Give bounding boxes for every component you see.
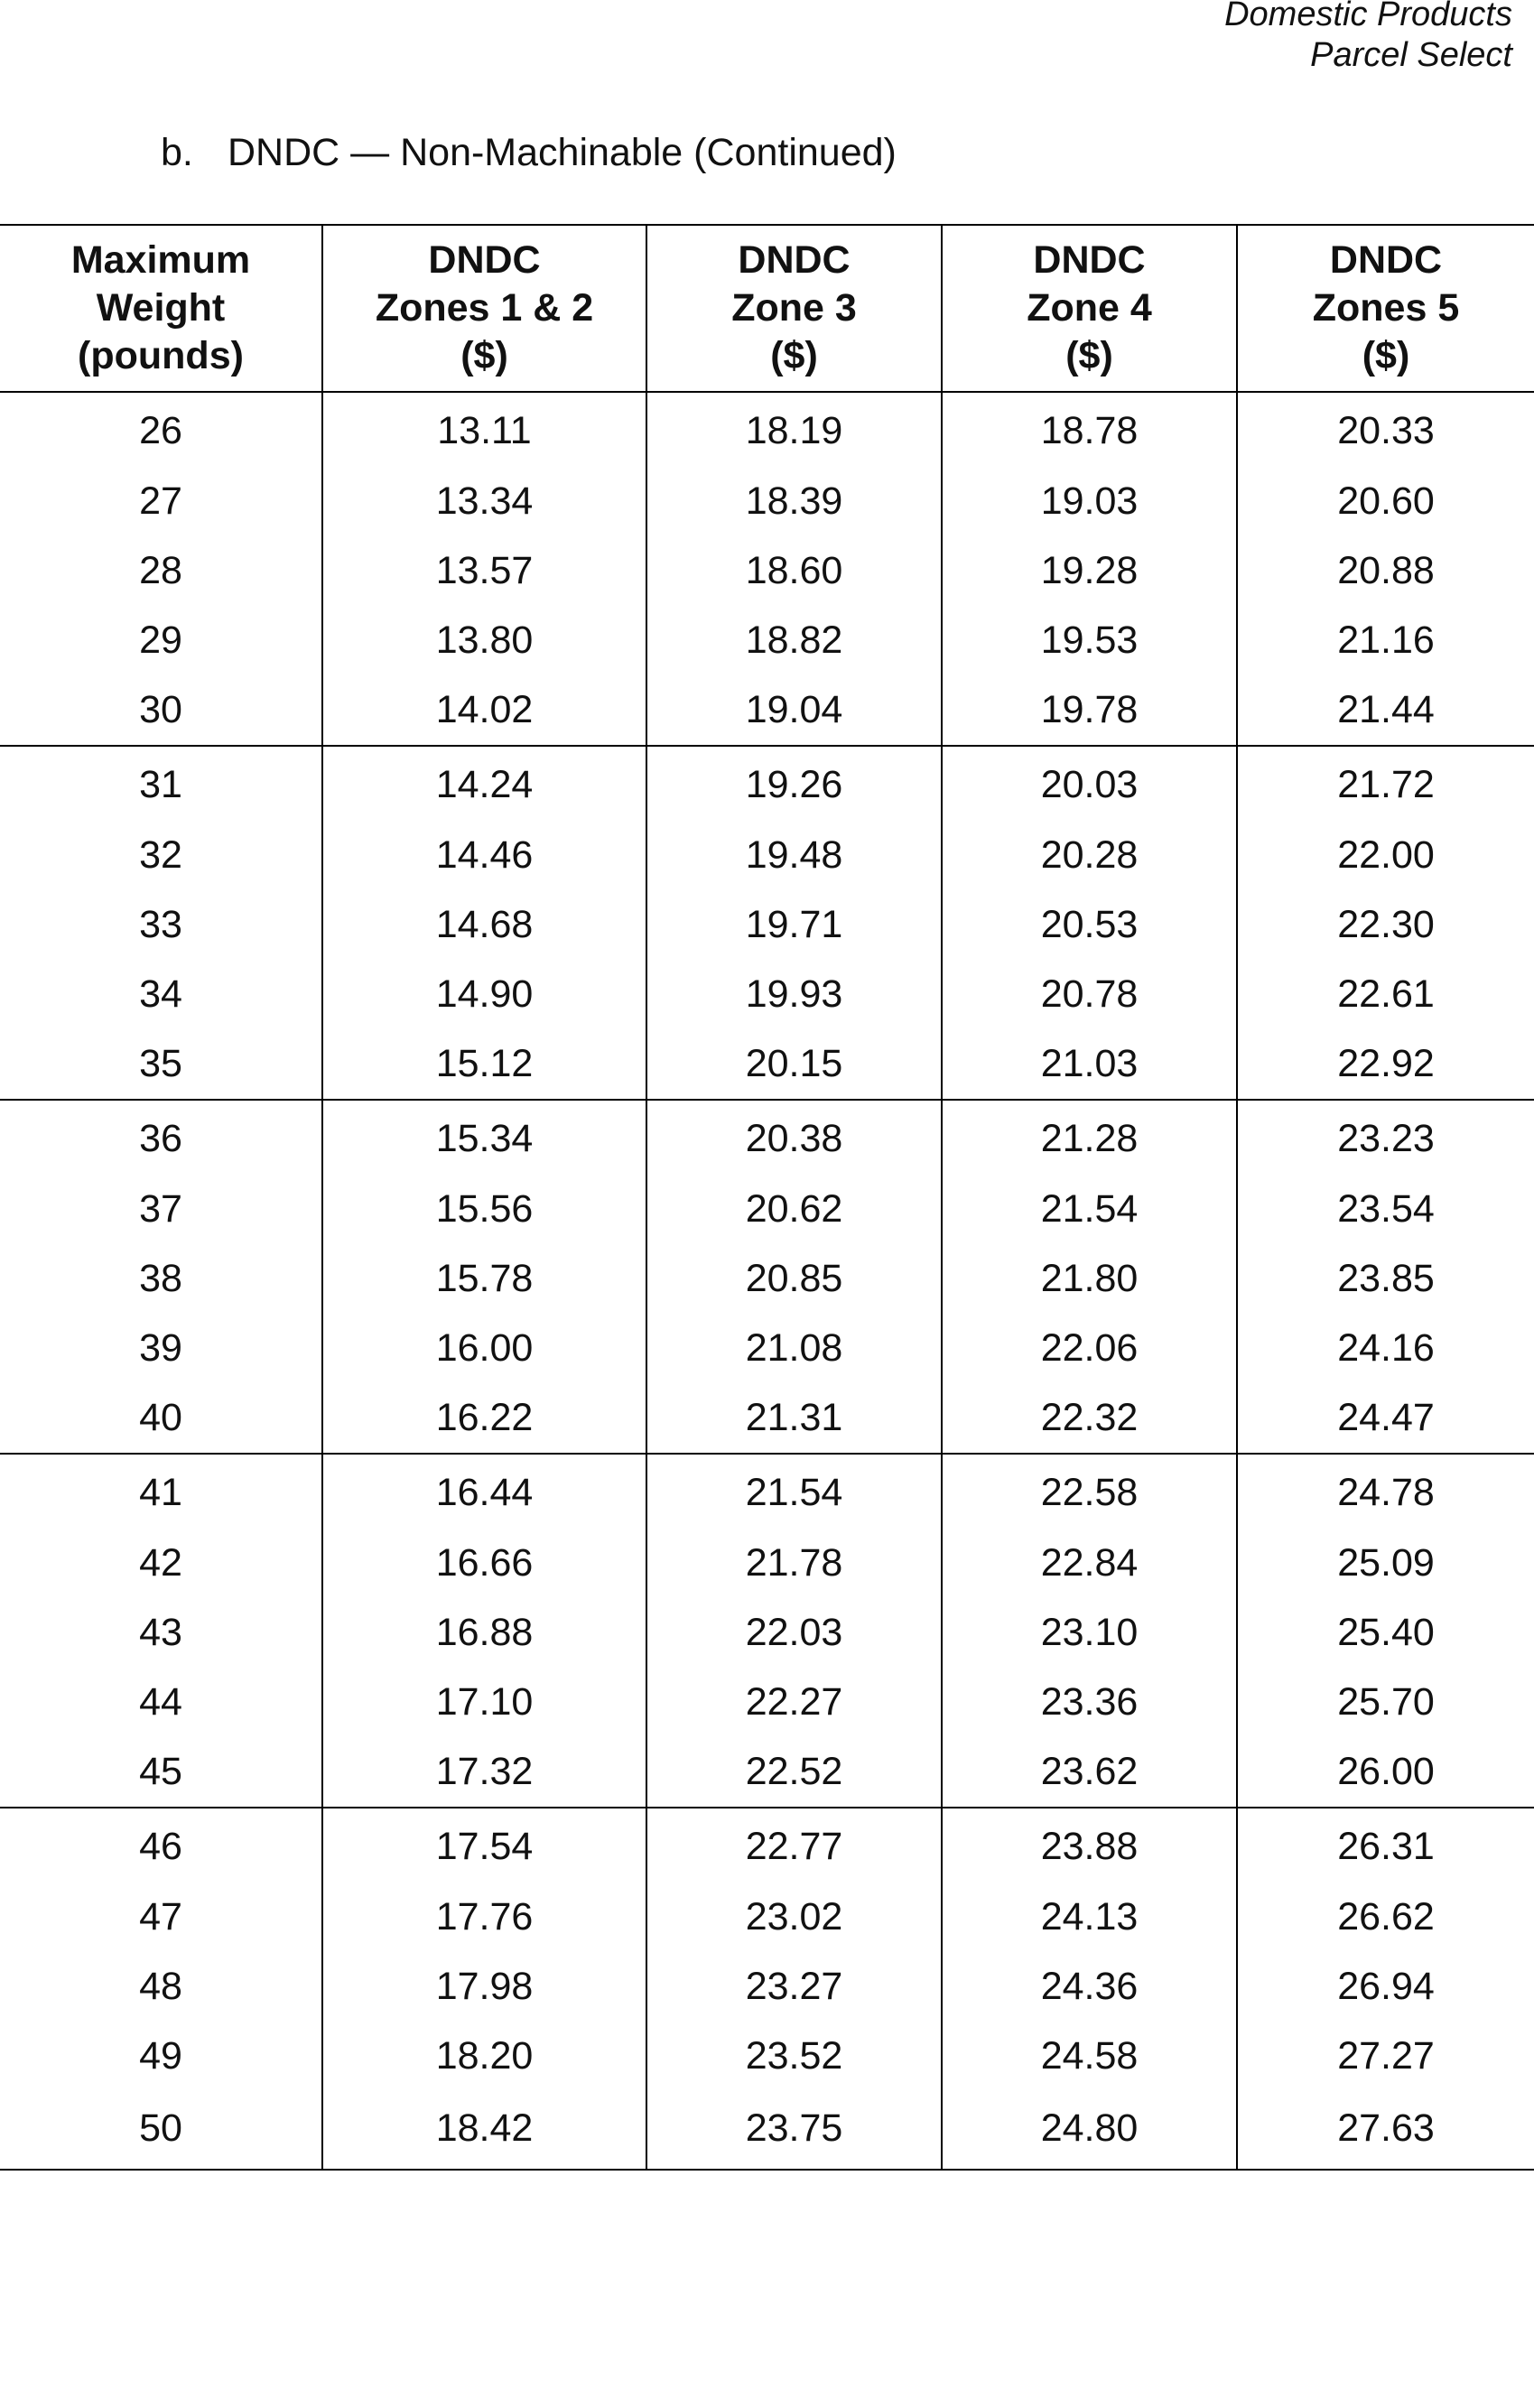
header-line: ($) [460, 334, 508, 377]
header-line: Maximum [70, 238, 251, 282]
zones-5-rate-cell: 20.60 [1237, 467, 1534, 536]
section-title-text: DNDC — Non-Machinable (Continued) [228, 131, 897, 174]
zone-3-rate-cell: 22.77 [646, 1808, 942, 1883]
zone-3-rate-cell: 20.85 [646, 1244, 942, 1314]
zones-1-2-rate-cell: 16.44 [322, 1454, 646, 1529]
header-line: ($) [770, 334, 818, 377]
zones-1-2-rate-cell: 13.80 [322, 606, 646, 675]
table-row [0, 1952, 1534, 2022]
zone-3-rate-cell: 21.78 [646, 1529, 942, 1598]
weight-cell: 39 [139, 1326, 182, 1370]
weight-cell: 26 [139, 408, 182, 452]
zones-5-rate-cell: 21.44 [1237, 675, 1534, 746]
zone-4-rate-cell: 21.54 [942, 1175, 1237, 1244]
weight-group [0, 746, 1534, 1100]
zones-5-rate-cell: 26.94 [1237, 1952, 1534, 2022]
weight-cell: 34 [139, 972, 182, 1016]
zone-4-rate-cell: 23.88 [942, 1808, 1237, 1883]
weight-cell: 37 [139, 1187, 182, 1231]
zones-5-rate-cell: 20.33 [1237, 392, 1534, 467]
zones-1-2-rate-cell: 15.78 [322, 1244, 646, 1314]
running-header-line-1: Domestic Products [1224, 0, 1512, 33]
table-row [0, 821, 1534, 890]
zone-3-rate-cell: 21.31 [646, 1383, 942, 1454]
weight-cell: 33 [139, 903, 182, 946]
weight-cell: 29 [139, 618, 182, 662]
weight-cell: 50 [0, 2091, 322, 2170]
zone-3-rate-cell: 18.82 [646, 606, 942, 675]
zone-4-rate-cell: 22.58 [942, 1454, 1237, 1529]
zone-4-rate-cell: 19.78 [942, 675, 1237, 746]
zones-1-2-rate-cell: 15.56 [322, 1175, 646, 1244]
zones-1-2-rate-cell: 17.10 [322, 1668, 646, 1737]
zones-5-rate-cell: 25.70 [1237, 1668, 1534, 1737]
zones-1-2-rate-cell: 17.54 [322, 1808, 646, 1883]
header-line: Zone 3 [731, 286, 857, 330]
zones-1-2-rate-cell: 13.11 [322, 392, 646, 467]
zone-4-rate-cell: 22.84 [942, 1529, 1237, 1598]
zones-1-2-rate-cell: 14.24 [322, 746, 646, 821]
weight-cell: 41 [0, 1454, 322, 1529]
weight-cell: 46 [0, 1808, 322, 1883]
zone-3-rate-cell: 20.15 [646, 1029, 942, 1100]
table-row [0, 1668, 1534, 1737]
weight-cell: 30 [139, 688, 182, 731]
weight-cell: 38 [139, 1257, 182, 1300]
zones-1-2-rate-cell: 14.46 [322, 821, 646, 890]
weight-cell: 45 [139, 1750, 182, 1793]
header-line: DNDC [1033, 238, 1146, 282]
zones-1-2-rate-cell: 13.34 [322, 467, 646, 536]
weight-cell: 44 [139, 1680, 182, 1724]
running-header-line-2: Parcel Select [1310, 36, 1512, 74]
table-row [0, 392, 1534, 467]
header-zone-4 [942, 225, 1237, 392]
header-line: ($) [1065, 334, 1113, 377]
zone-3-rate-cell: 18.19 [646, 392, 942, 467]
weight-group [0, 1808, 1534, 2170]
zone-3-rate-cell: 23.75 [646, 2091, 942, 2170]
header-zones-5 [1237, 225, 1534, 392]
table-row [0, 467, 1534, 536]
zones-5-rate-cell: 24.78 [1237, 1454, 1534, 1529]
header-line: Zone 4 [1027, 286, 1152, 330]
zone-3-rate-cell: 18.60 [646, 536, 942, 606]
zone-3-rate-cell: 22.03 [646, 1598, 942, 1668]
zones-1-2-rate-cell: 18.42 [322, 2091, 646, 2170]
zone-3-rate-cell: 23.02 [646, 1883, 942, 1952]
table-row [0, 1100, 1534, 1175]
section-title [161, 126, 897, 179]
table-row [0, 746, 1534, 821]
weight-group [0, 1100, 1534, 1454]
zone-3-rate-cell: 20.38 [646, 1100, 942, 1175]
zone-4-rate-cell: 23.10 [942, 1598, 1237, 1668]
zone-3-rate-cell: 23.52 [646, 2022, 942, 2091]
zones-1-2-rate-cell: 14.02 [322, 675, 646, 746]
zones-5-rate-cell: 27.63 [1237, 2091, 1534, 2170]
zones-5-rate-cell: 22.00 [1237, 821, 1534, 890]
zone-3-rate-cell: 22.27 [646, 1668, 942, 1737]
header-zone-3 [646, 225, 942, 392]
zone-4-rate-cell: 24.36 [942, 1952, 1237, 2022]
header-line: DNDC [428, 238, 541, 282]
zone-4-rate-cell: 20.53 [942, 890, 1237, 960]
zones-1-2-rate-cell: 15.12 [322, 1029, 646, 1100]
zone-3-rate-cell: 19.48 [646, 821, 942, 890]
zone-3-rate-cell: 21.08 [646, 1314, 942, 1383]
weight-cell: 35 [139, 1042, 182, 1085]
zones-1-2-rate-cell: 14.68 [322, 890, 646, 960]
zones-5-rate-cell: 25.40 [1237, 1598, 1534, 1668]
table-row [0, 1244, 1534, 1314]
zones-5-rate-cell: 23.85 [1237, 1244, 1534, 1314]
table-row [0, 1737, 1534, 1808]
zones-5-rate-cell: 21.16 [1237, 606, 1534, 675]
zones-1-2-rate-cell: 14.90 [322, 960, 646, 1029]
zone-4-rate-cell: 20.28 [942, 821, 1237, 890]
zone-4-rate-cell: 22.06 [942, 1314, 1237, 1383]
zones-1-2-rate-cell: 16.22 [322, 1383, 646, 1454]
zone-3-rate-cell: 18.39 [646, 467, 942, 536]
zones-1-2-rate-cell: 18.20 [322, 2022, 646, 2091]
weight-cell: 48 [139, 1965, 182, 2008]
zones-1-2-rate-cell: 16.00 [322, 1314, 646, 1383]
zones-5-rate-cell: 27.27 [1237, 2022, 1534, 2091]
weight-cell: 36 [0, 1100, 322, 1175]
zones-1-2-rate-cell: 13.57 [322, 536, 646, 606]
zones-5-rate-cell: 25.09 [1237, 1529, 1534, 1598]
zones-1-2-rate-cell: 17.98 [322, 1952, 646, 2022]
zones-1-2-rate-cell: 17.76 [322, 1883, 646, 1952]
header-line: DNDC [738, 238, 851, 282]
weight-group [0, 392, 1534, 746]
rate-table [0, 224, 1534, 2171]
zones-1-2-rate-cell: 16.66 [322, 1529, 646, 1598]
zone-4-rate-cell: 24.80 [942, 2091, 1237, 2170]
header-line: ($) [1362, 334, 1410, 377]
table-row [0, 1883, 1534, 1952]
zone-3-rate-cell: 20.62 [646, 1175, 942, 1244]
zone-3-rate-cell: 19.71 [646, 890, 942, 960]
weight-cell: 27 [139, 479, 182, 523]
section-label: b. [161, 131, 193, 174]
table-row [0, 1454, 1534, 1529]
weight-cell: 42 [139, 1541, 182, 1585]
header-line: Zones 5 [1312, 286, 1460, 330]
weight-cell: 32 [139, 833, 182, 877]
header-line: DNDC [1329, 238, 1443, 282]
header-zones-1-2 [322, 225, 646, 392]
zone-4-rate-cell: 23.62 [942, 1737, 1237, 1808]
weight-cell: 31 [0, 746, 322, 821]
header-line: Weight [96, 286, 226, 330]
zone-4-rate-cell: 20.03 [942, 746, 1237, 821]
zone-3-rate-cell: 19.04 [646, 675, 942, 746]
zones-1-2-rate-cell: 16.88 [322, 1598, 646, 1668]
table-row [0, 1808, 1534, 1883]
zones-5-rate-cell: 24.47 [1237, 1383, 1534, 1454]
table-row [0, 890, 1534, 960]
weight-cell: 40 [139, 1396, 182, 1439]
table-row [0, 1314, 1534, 1383]
zone-3-rate-cell: 19.26 [646, 746, 942, 821]
zone-4-rate-cell: 21.03 [942, 1029, 1237, 1100]
weight-cell: 47 [139, 1895, 182, 1938]
table-row [0, 1029, 1534, 1100]
header-line: (pounds) [78, 334, 244, 377]
zone-3-rate-cell: 21.54 [646, 1454, 942, 1529]
zones-5-rate-cell: 26.00 [1237, 1737, 1534, 1808]
weight-cell: 43 [139, 1611, 182, 1654]
zones-5-rate-cell: 23.23 [1237, 1100, 1534, 1175]
zone-4-rate-cell: 24.58 [942, 2022, 1237, 2091]
weight-cell: 49 [139, 2034, 182, 2078]
zone-4-rate-cell: 20.78 [942, 960, 1237, 1029]
table-row [0, 606, 1534, 675]
zones-5-rate-cell: 24.16 [1237, 1314, 1534, 1383]
weight-cell: 28 [139, 549, 182, 592]
zone-4-rate-cell: 21.80 [942, 1244, 1237, 1314]
table-row [0, 2022, 1534, 2091]
zone-3-rate-cell: 23.27 [646, 1952, 942, 2022]
zone-4-rate-cell: 19.03 [942, 467, 1237, 536]
zones-5-rate-cell: 26.31 [1237, 1808, 1534, 1883]
zones-5-rate-cell: 26.62 [1237, 1883, 1534, 1952]
header-max-weight [0, 225, 322, 392]
zone-4-rate-cell: 21.28 [942, 1100, 1237, 1175]
table-row [0, 1175, 1534, 1244]
weight-group [0, 1454, 1534, 1808]
zones-1-2-rate-cell: 17.32 [322, 1737, 646, 1808]
zone-4-rate-cell: 24.13 [942, 1883, 1237, 1952]
running-header [1224, 0, 1512, 76]
zones-5-rate-cell: 21.72 [1237, 746, 1534, 821]
table-row [0, 2091, 1534, 2170]
zone-4-rate-cell: 22.32 [942, 1383, 1237, 1454]
zones-5-rate-cell: 22.92 [1237, 1029, 1534, 1100]
zone-3-rate-cell: 22.52 [646, 1737, 942, 1808]
table-row [0, 1529, 1534, 1598]
table-row [0, 1598, 1534, 1668]
table-row [0, 960, 1534, 1029]
zone-4-rate-cell: 23.36 [942, 1668, 1237, 1737]
zones-1-2-rate-cell: 15.34 [322, 1100, 646, 1175]
zone-4-rate-cell: 19.28 [942, 536, 1237, 606]
zone-4-rate-cell: 19.53 [942, 606, 1237, 675]
table-row [0, 536, 1534, 606]
header-line: Zones 1 & 2 [375, 286, 594, 330]
table-row [0, 1383, 1534, 1454]
zones-5-rate-cell: 22.30 [1237, 890, 1534, 960]
zones-5-rate-cell: 22.61 [1237, 960, 1534, 1029]
table-row [0, 675, 1534, 746]
zone-3-rate-cell: 19.93 [646, 960, 942, 1029]
zones-5-rate-cell: 20.88 [1237, 536, 1534, 606]
zone-4-rate-cell: 18.78 [942, 392, 1237, 467]
zones-5-rate-cell: 23.54 [1237, 1175, 1534, 1244]
header-row [0, 225, 1534, 392]
